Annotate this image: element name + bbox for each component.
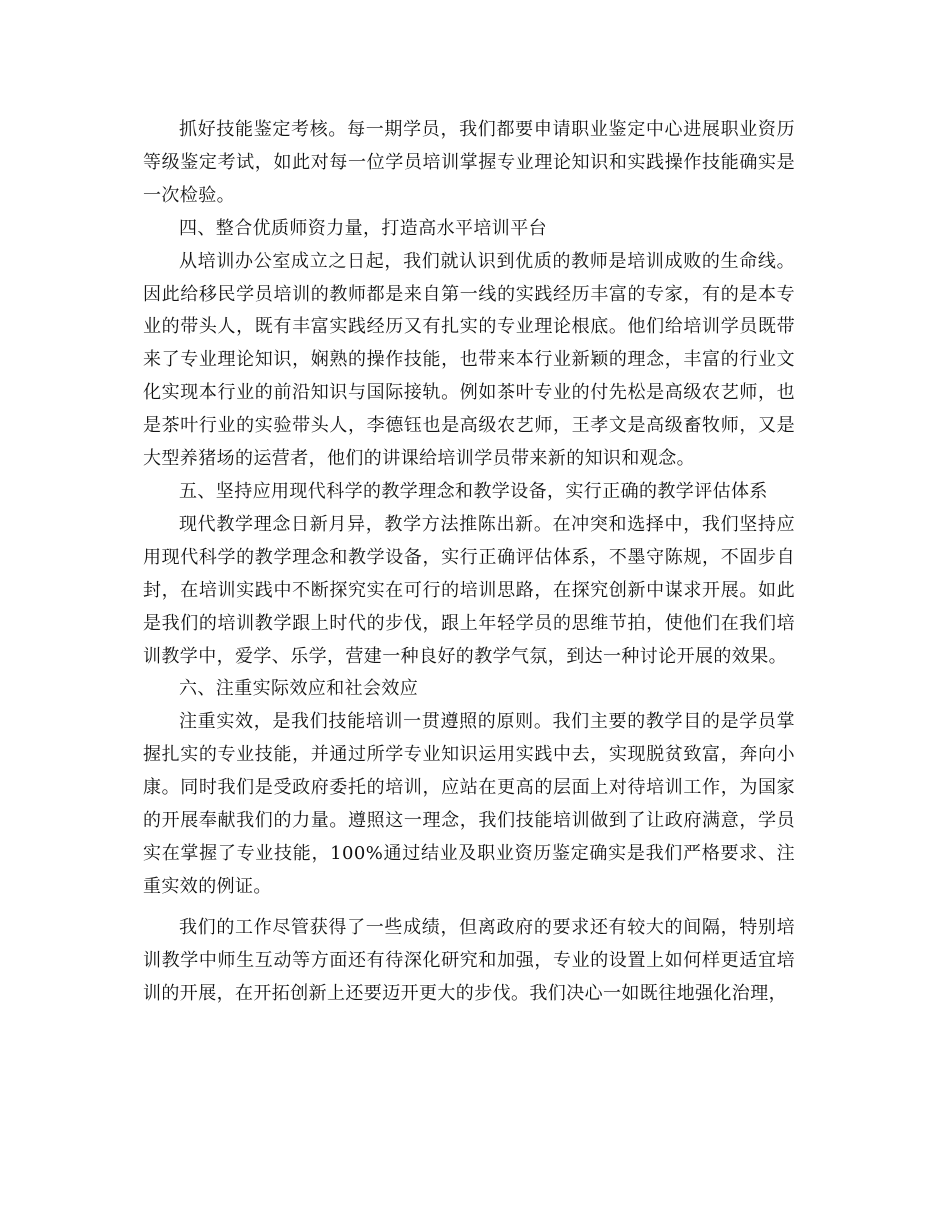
paragraph-skill-assessment: 抓好技能鉴定考核。每一期学员，我们都要申请职业鉴定中心进展职业资历等级鉴定考试，如此对每一位学员培训掌握专业理论知识和实践操作技能确实是一次检验。: [143, 119, 795, 206]
section-heading-5: 五、坚持应用现代科学的教学理念和教学设备，实行正确的教学评估体系: [179, 480, 768, 502]
paragraph-conclusion: 我们的工作尽管获得了一些成绩，但离政府的要求还有较大的间隔，特别培训教学中师生互动等方面还有待深化研究和加强，专业的设置上如何样更适宜培训的开展，在开拓创新上还要迈开更大的步伐。我们决心一如既往地强化治理，: [143, 916, 795, 1004]
document-page: [143, 114, 795, 1010]
section-heading-6: 六、注重实际效应和社会效应: [179, 678, 419, 700]
paragraph-practical-effect: 注重实效，是我们技能培训一贯遵照的原则。我们主要的教学目的是学员掌握扎实的专业技能，并通过所学专业知识运用实践中去，实现脱贫致富，奔向小康。同时我们是受政府委托的培训，应站在更高的层面上对待培训工作，为国家的开展奉献我们的力量。遵照这一理念，我们技能培训做到了让政府满意，学员实在掌握了专业技能，100%通过结业及职业资历鉴定确实是我们严格要求、注重实效的例证。: [143, 711, 795, 897]
paragraph-teachers: 从培训办公室成立之日起，我们就认识到优质的教师是培训成败的生命线。因此给移民学员培训的教师都是来自第一线的实践经历丰富的专家，有的是本专业的带头人，既有丰富实践经历又有扎实的专业理论根底。他们给培训学员既带来了专业理论知识，娴熟的操作技能，也带来本行业新颖的理念，丰富的行业文化实现本行业的前沿知识与国际接轨。例如茶叶专业的付先松是高级农艺师，也是茶叶行业的实验带头人，李德钰也是高级农艺师，王孝文是高级畜牧师，又是大型养猪场的运营者，他们的讲课给培训学员带来新的知识和观念。: [143, 250, 795, 470]
section-heading-4: 四、整合优质师资力量，打造高水平培训平台: [179, 217, 547, 239]
paragraph-teaching-methods: 现代教学理念日新月异，教学方法推陈出新。在冲突和选择中，我们坚持应用现代科学的教学理念和教学设备，实行正确评估体系，不墨守陈规，不固步自封，在培训实践中不断探究实在可行的培训思路，在探究创新中谋求开展。如此是我们的培训教学跟上时代的步伐，跟上年轻学员的思维节拍，使他们在我们培训教学中，爱学、乐学，营建一种良好的教学气氛，到达一种讨论开展的效果。: [143, 513, 795, 667]
